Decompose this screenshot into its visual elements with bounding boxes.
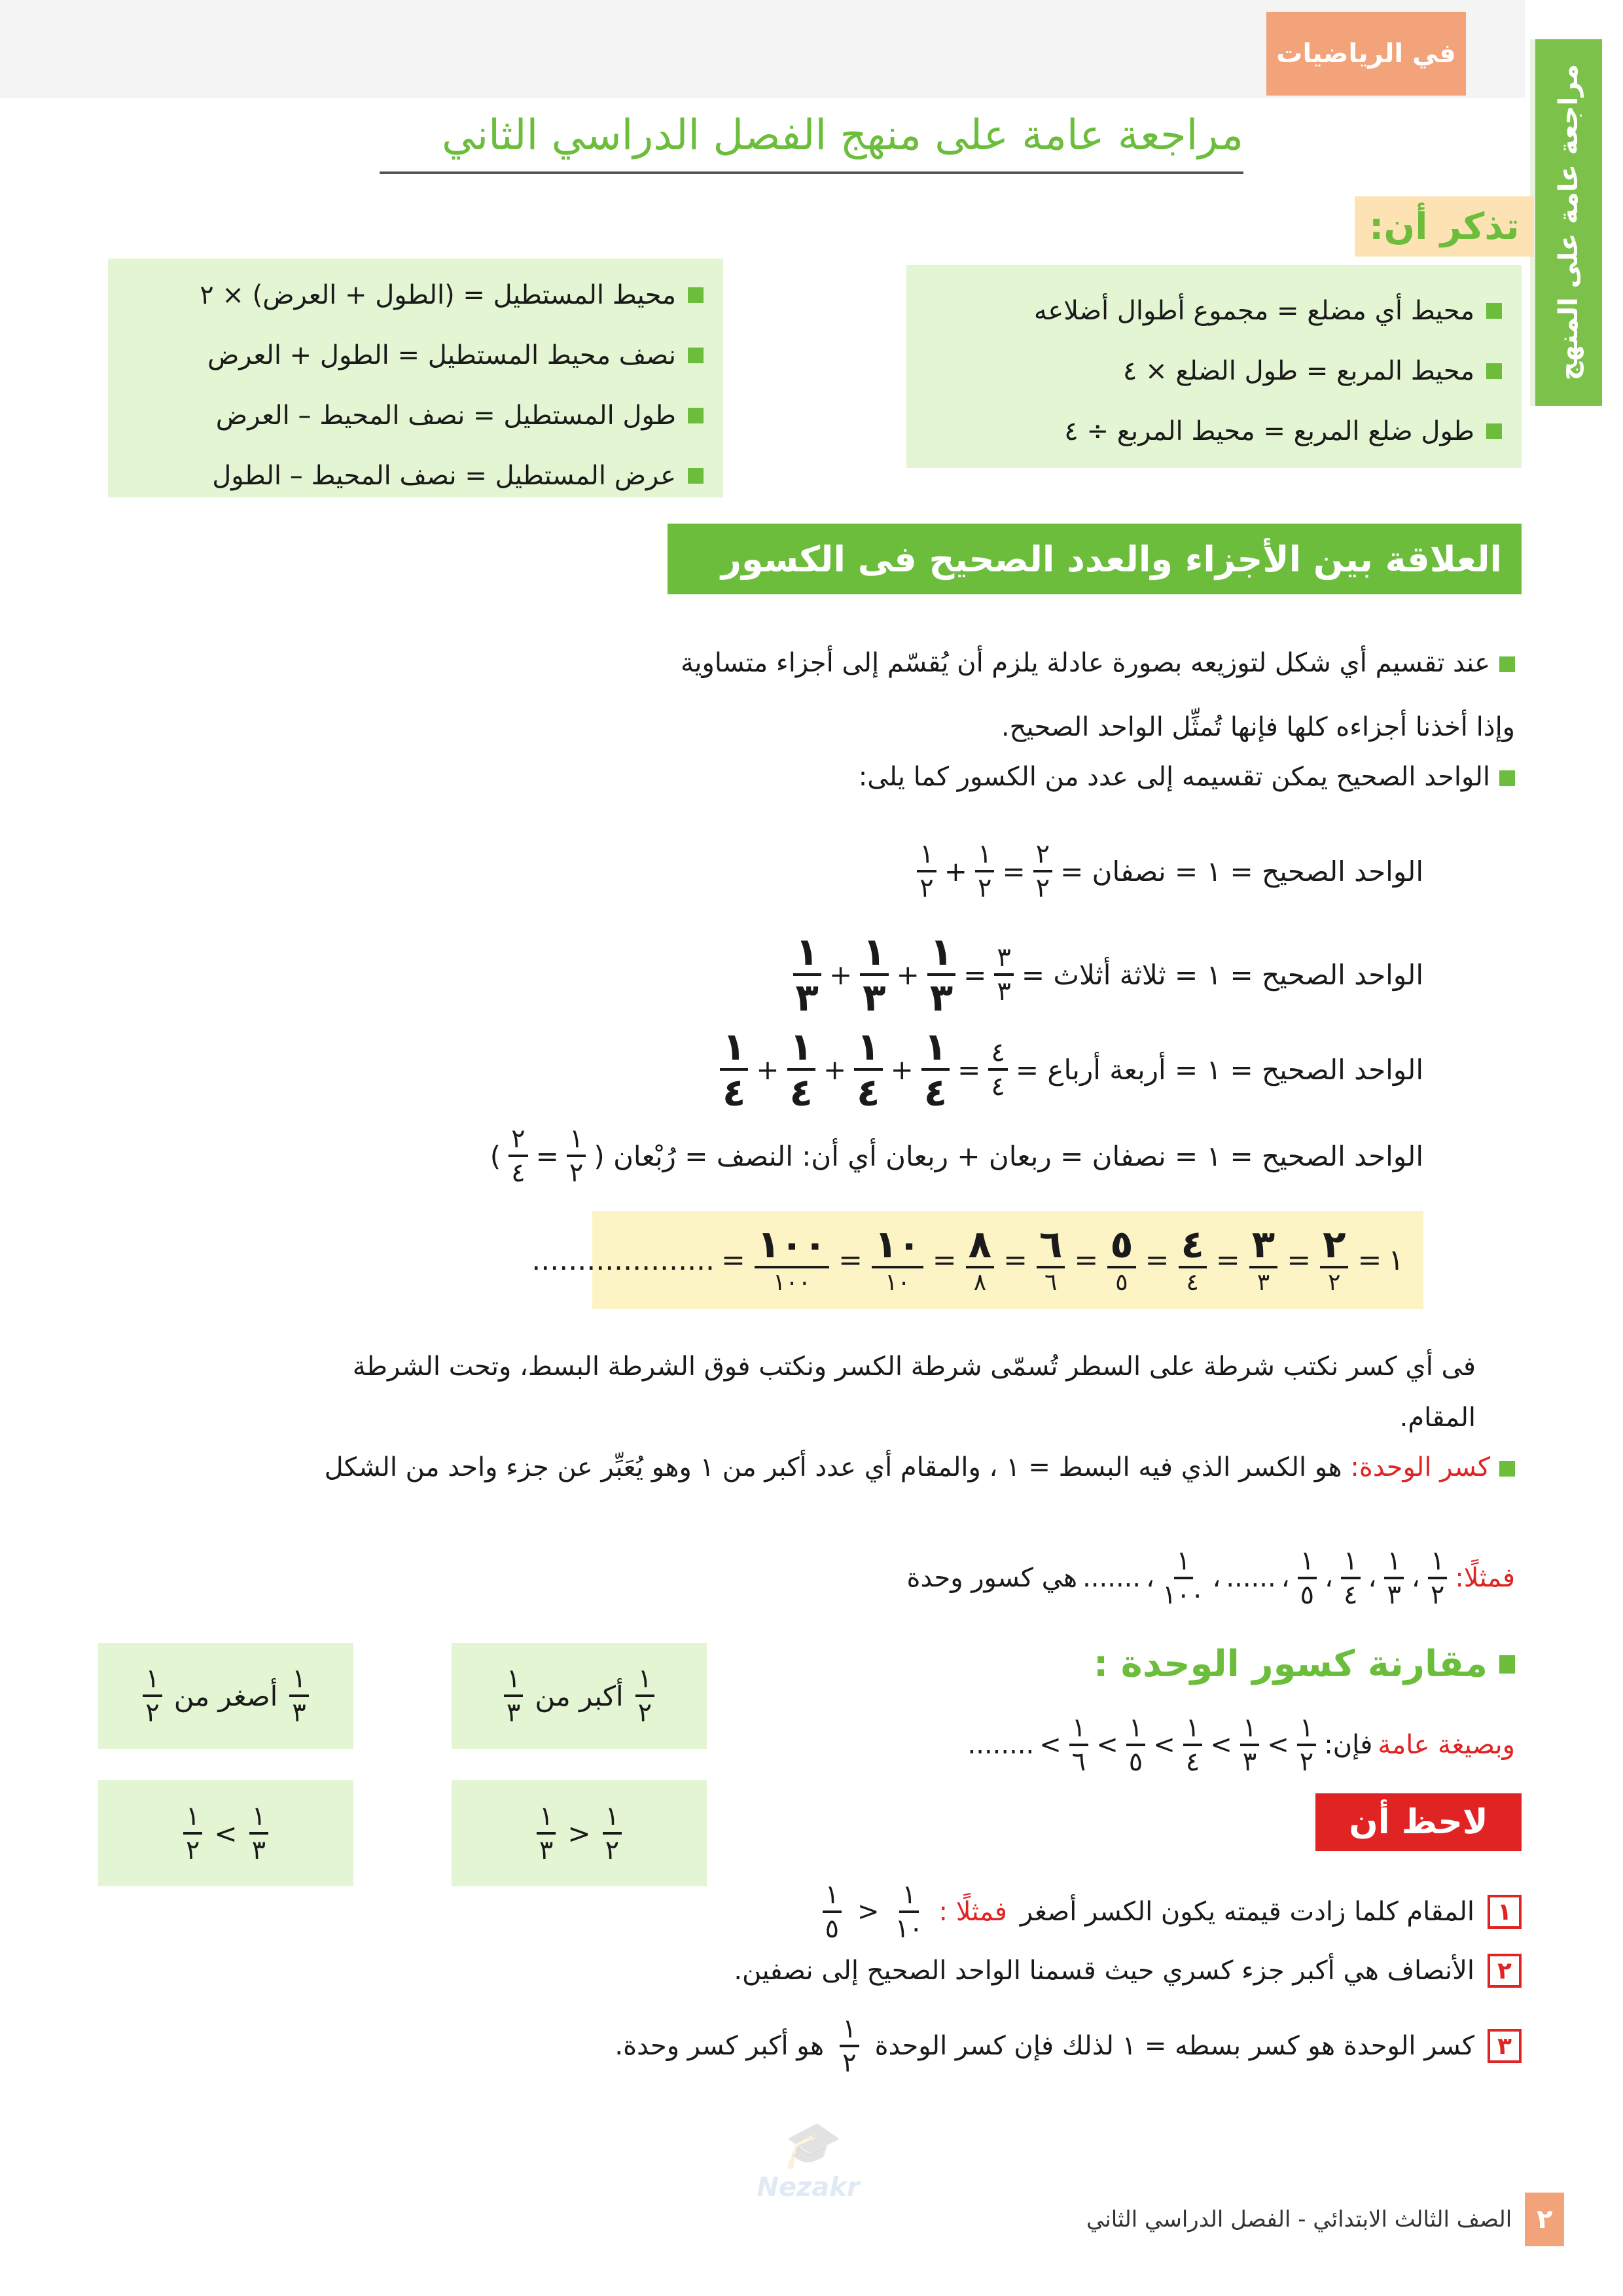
paragraph-fraction-bar: [154, 1348, 1515, 1486]
fraction: $\frac{١}{٣}$: [249, 1803, 268, 1863]
note-number: ١: [1488, 1895, 1522, 1929]
fraction: $\frac{٤}{٤}$: [988, 1039, 1007, 1100]
fraction: $\frac{١}{٣}$: [504, 1666, 523, 1726]
paragraph-text: هو الكسر الذي فيه البسط = ١ ، والمقام أي عدد أكبر من ١ وهو يُعَبِّر عن جزء واحد من الشكل: [324, 1452, 1342, 1482]
perimeter-rectangle-box: [108, 259, 723, 497]
fraction: $\frac{١}{٢}$: [603, 1803, 622, 1863]
fraction: $\frac{١}{٣}$: [860, 933, 888, 1016]
fraction: $\frac{٣}{٣}$: [1249, 1225, 1277, 1295]
compare-symbol: <: [567, 1817, 591, 1850]
note-number: ٢: [1488, 1954, 1522, 1988]
fraction: $\frac{١}{٢}$: [840, 2016, 859, 2076]
fraction: $\frac{٢}{٢}$: [1033, 841, 1052, 901]
unit-fraction-label: كسر الوحدة:: [1350, 1452, 1490, 1482]
rule-item: [128, 386, 704, 446]
bullet-icon: [688, 408, 704, 423]
rule-item: [926, 341, 1502, 401]
note-item-1: ١ المقام كلما زادت قيمته يكون الكسر أصغر فمثلًا : $\frac{١}{١٠}$ < $\frac{١}{٥}$: [820, 1882, 1522, 1942]
paren: ): [490, 1139, 501, 1172]
fraction: $\frac{١}{٤}$: [720, 1028, 748, 1111]
fraction: $\frac{١}{٤}$: [921, 1028, 950, 1111]
fraction: $\frac{١}{١٠}$: [895, 1880, 923, 1944]
paragraph-text: الواحد الصحيح يمكن تقسيمه إلى عدد من الكسور كما يلى:: [858, 762, 1490, 792]
fraction: $\frac{١}{٣}$: [537, 1803, 556, 1863]
dots: .......: [1082, 1563, 1141, 1593]
fraction: $\frac{١}{٥}$: [823, 1882, 842, 1942]
rule-text: محيط المربع = طول الضلع × ٤: [1122, 356, 1474, 386]
equation-thirds: الواحد الصحيح = ١ = ثلاثة أثلاث = $\frac{٣}{٣}$ = $\frac{١}{٣}$ + $\frac{١}{٣}$ + $\frac{١}{٣}$: [791, 933, 1423, 1016]
remember-label: تذكر أن:: [1355, 196, 1534, 257]
watermark-text: Nezakr: [757, 2172, 860, 2202]
fraction: $\frac{١}{٣}$: [927, 933, 955, 1016]
side-tab: [1530, 39, 1602, 406]
fraction: $\frac{١}{٢}$: [917, 841, 936, 901]
fraction: $\frac{١}{٢}$: [567, 1126, 586, 1186]
note-label: لاحظ أن: [1315, 1793, 1522, 1851]
equation-text: الواحد الصحيح = ١ = أربعة أرباع =: [1015, 1053, 1423, 1086]
rule-text: محيط المستطيل = (الطول + العرض) × ٢: [200, 280, 676, 310]
compare-text: أصغر من: [173, 1679, 278, 1712]
fraction: $\frac{١}{٢}$: [635, 1666, 654, 1726]
fraction: $\frac{١}{٤}$: [1341, 1548, 1360, 1608]
equation-text: الواحد الصحيح = ١ = نصفان = ربعان + ربعان أي أن: النصف = رُبْعان (: [594, 1139, 1423, 1172]
paragraph-text: فى أي كسر نكتب شرطة على السطر تُسمّى شرطة الكسر ونكتب فوق الشرطة البسط، وتحت الشرطة: [352, 1352, 1476, 1382]
page-title: مراجعة عامة على منهج الفصل الدراسي الثاني: [380, 111, 1243, 174]
blank-dots: ....................: [531, 1243, 715, 1277]
fraction: $\frac{١}{٢}$: [975, 841, 994, 901]
general-then: فإن:: [1324, 1730, 1373, 1760]
one-value: ١: [1388, 1243, 1404, 1277]
example-tail: هي كسور وحدة: [906, 1563, 1078, 1593]
bullet-icon: [1486, 423, 1502, 439]
bullet-icon: [688, 348, 704, 363]
bullet-icon: [1499, 1461, 1515, 1477]
bullet-icon: [688, 468, 704, 484]
fraction: $\frac{٣}{٣}$: [994, 944, 1013, 1005]
page-number: ٢: [1525, 2193, 1564, 2246]
fraction: $\frac{٨}{٨}$: [966, 1225, 994, 1295]
perimeter-square-box: [906, 265, 1522, 468]
fraction: $\frac{٢}{٢}$: [1320, 1225, 1348, 1295]
equation-text: الواحد الصحيح = ١ = ثلاثة أثلاث =: [1021, 958, 1423, 991]
fraction: $\frac{١٠}{١٠}$: [872, 1225, 923, 1295]
fraction: $\frac{١}{٢}$: [1428, 1548, 1447, 1608]
fraction: $\frac{٤}{٤}$: [1179, 1225, 1207, 1295]
fraction: $\frac{١}{٥}$: [1298, 1548, 1317, 1608]
bullet-icon: [1486, 363, 1502, 379]
note-item-2: [734, 1954, 1522, 1988]
compare-text: أكبر من: [535, 1679, 624, 1712]
fraction: $\frac{١}{٢}$: [183, 1803, 202, 1863]
example-label: فمثلًا:: [1455, 1563, 1515, 1593]
fraction: $\frac{٥}{٥}$: [1107, 1225, 1135, 1295]
bullet-icon: [1499, 770, 1515, 786]
note-example-label: فمثلًا :: [938, 1897, 1007, 1927]
paragraph-1: [141, 645, 1515, 795]
note-text: هو أكبر كسر وحدة.: [615, 2031, 825, 2061]
rule-text: طول المستطيل = نصف المحيط – العرض: [215, 401, 676, 431]
compare-symbol: >: [214, 1817, 238, 1850]
rule-text: نصف محيط المستطيل = الطول + العرض: [207, 340, 676, 370]
rule-text: محيط أي مضلع = مجموع أطوال أضلاعه: [1033, 296, 1474, 326]
note-text: كسر الوحدة هو كسر بسطه = ١ لذلك فإن كسر الوحدة: [874, 2031, 1474, 2061]
rule-item: [926, 281, 1502, 341]
general-prefix: وبصيغة عامة: [1378, 1730, 1515, 1760]
side-tab-label: مراجعة عامة على المنهج: [1554, 64, 1584, 381]
fraction: $\frac{٢}{٤}$: [508, 1126, 527, 1186]
paragraph-text: عند تقسيم أي شكل لتوزيعه بصورة عادلة يلزم أن يُقسّم إلى أجزاء متساوية: [680, 648, 1490, 678]
fraction: $\frac{٦}{٦}$: [1037, 1225, 1065, 1295]
paragraph-text: المقام.: [1399, 1403, 1476, 1433]
bullet-icon: [1486, 303, 1502, 319]
graduation-cap-icon: 🎓: [779, 2117, 837, 2172]
compare-box-smaller: [98, 1643, 353, 1749]
note-text: المقام كلما زادت قيمته يكون الكسر أصغر: [1020, 1897, 1474, 1927]
footer: [1086, 2193, 1564, 2246]
equation-quarters: الواحد الصحيح = ١ = أربعة أرباع = $\frac{٤}{٤}$ = $\frac{١}{٤}$ + $\frac{١}{٤}$ + $\frac{١}{٤}$ + $\frac{١}{٤}$: [717, 1028, 1423, 1111]
footer-text: الصف الثالث الابتدائي - الفصل الدراسي الثاني: [1086, 2206, 1512, 2233]
fraction: $\frac{١}{٣}$: [793, 933, 821, 1016]
rule-text: طول ضلع المربع = محيط المربع ÷ ٤: [1064, 416, 1474, 446]
fraction: $\frac{١}{٣}$: [289, 1666, 308, 1726]
equation-text: الواحد الصحيح = ١ = نصفان =: [1060, 855, 1423, 888]
compare-title-text: مقارنة كسور الوحدة :: [1093, 1643, 1488, 1685]
section-title: العلاقة بين الأجزاء والعدد الصحيح فى الكسور: [668, 524, 1522, 594]
compare-box-greater: [452, 1643, 707, 1749]
rule-item: [128, 446, 704, 506]
fraction: $\frac{١}{٣}$: [1384, 1548, 1403, 1608]
fraction: $\frac{١}{٥}$: [1126, 1715, 1145, 1775]
equation-halves: الواحد الصحيح = ١ = نصفان = $\frac{٢}{٢}$ = $\frac{١}{٢}$ + $\frac{١}{٢}$: [914, 841, 1423, 901]
compare-general: وبصيغة عامة فإن: $\frac{١}{٢}$ > $\frac{١}{٣}$ > $\frac{١}{٤}$ > $\frac{١}{٥}$ > $\frac{١}{٦}$ > ........: [967, 1713, 1515, 1777]
bullet-icon: [688, 287, 704, 303]
watermark-logo: [726, 2108, 890, 2212]
fraction: $\frac{١٠٠}{١٠٠}$: [755, 1225, 829, 1295]
whole-equivalents-box: ١ = $\frac{٢}{٢}$ = $\frac{٣}{٣}$ = $\frac{٤}{٤}$ = $\frac{٥}{٥}$ = $\frac{٦}{٦}$ = $\frac{٨}{٨}$ = $\frac{١٠}{١٠}$ = $\frac{١٠٠}{١٠٠}$ = ....................: [592, 1211, 1423, 1309]
fraction: $\frac{١}{٢}$: [143, 1666, 162, 1726]
rule-text: عرض المستطيل = نصف المحيط – الطول: [212, 461, 676, 491]
equation-half-quarters: الواحد الصحيح = ١ = نصفان = ربعان + ربعان أي أن: النصف = رُبْعان ( $\frac{١}{٢}$ = $\frac{٢}{٤}$ ): [490, 1124, 1423, 1188]
dots: ......: [1226, 1563, 1276, 1593]
rule-item: [128, 325, 704, 386]
rule-item: [926, 401, 1502, 461]
rule-item: [128, 265, 704, 325]
note-text: الأنصاف هي أكبر جزء كسري حيث قسمنا الواحد الصحيح إلى نصفين.: [734, 1956, 1474, 1986]
fraction: $\frac{١}{٤}$: [1183, 1715, 1202, 1775]
fraction: $\frac{١}{٢}$: [1297, 1715, 1316, 1775]
bullet-icon: [1499, 1655, 1515, 1674]
subject-tag: في الرياضيات: [1266, 12, 1466, 96]
fraction: $\frac{١}{٤}$: [787, 1028, 815, 1111]
bullet-icon: [1499, 656, 1515, 672]
fraction: $\frac{١}{١٠٠}$: [1162, 1546, 1205, 1610]
compare-title: [1094, 1643, 1515, 1685]
fraction: $\frac{١}{٣}$: [1240, 1715, 1259, 1775]
dots: ........: [967, 1730, 1035, 1760]
fraction: $\frac{١}{٤}$: [854, 1028, 882, 1111]
note-item-3: [615, 2016, 1522, 2076]
compare-box-symbol-1: [452, 1780, 707, 1886]
paragraph-text: وإذا أخذنا أجزاءه كلها فإنها تُمثِّل الواحد الصحيح.: [1001, 712, 1515, 742]
fraction: $\frac{١}{٦}$: [1069, 1715, 1088, 1775]
note-number: ٣: [1488, 2029, 1522, 2063]
unit-fraction-examples: فمثلًا: $\frac{١}{٢}$ ، $\frac{١}{٣}$ ، $\frac{١}{٤}$ ، $\frac{١}{٥}$ ، ...... ، $\frac{١}{١٠٠}$ ، ....... هي كسور وحدة: [906, 1546, 1515, 1610]
compare-box-symbol-2: [98, 1780, 353, 1886]
